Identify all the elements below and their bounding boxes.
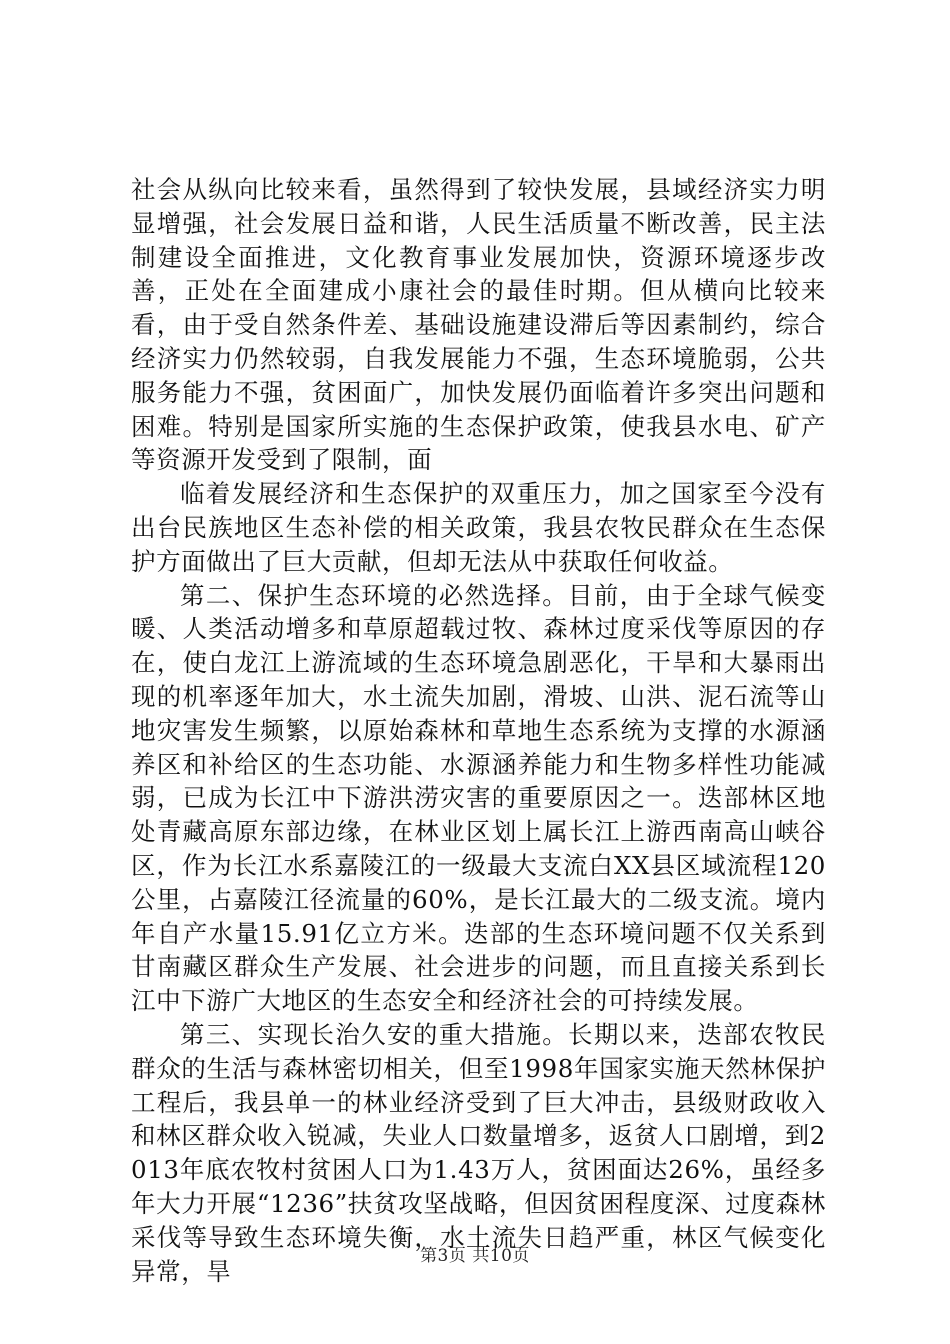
document-body	[131, 173, 826, 1288]
paragraph: 第三、实现长治久安的重大措施。长期以来，迭部农牧民群众的生活与森林密切相关，但至1998年国家实施天然林保护工程后，我县单一的林业经济受到了巨大冲击，县级财政收入和林区群众收入锐减，失业人口数量增多，返贫人口剧增，到2013年底农牧村贫困人口为1.43万人，贫困面达26%，虽经多年大力开展“1236”扶贫攻坚战略，但因贫困程度深、过度森林采伐等导致生态环境失衡，水土流失日趋严重，林区气候变化异常，旱	[131, 1019, 826, 1286]
paragraph: 第二、保护生态环境的必然选择。目前，由于全球气候变暖、人类活动增多和草原超载过牧、森林过度采伐等原因的存在，使白龙江上游流域的生态环境急剧恶化，干旱和大暴雨出现的机率逐年加大，水土流失加剧，滑坡、山洪、泥石流等山地灾害发生频繁，以原始森林和草地生态系统为支撑的水源涵养区和补给区的生态功能、水源涵养能力和生物多样性功能减弱，已成为长江中下游洪涝灾害的重要原因之一。迭部林区地处青藏高原东部边缘，在林业区划上属长江上游西南高山峡谷区，作为长江水系嘉陵江的一级最大支流白XX县区域流程120公里，占嘉陵江径流量的60%，是长江最大的二级支流。境内年自产水量15.91亿立方米。迭部的生态环境问题不仅关系到甘南藏区群众生产发展、社会进步的问题，而且直接关系到长江中下游广大地区的生态安全和经济社会的可持续发展。	[131, 580, 826, 1016]
paragraph: 社会从纵向比较来看，虽然得到了较快发展，县域经济实力明显增强，社会发展日益和谐，人民生活质量不断改善，民主法制建设全面推进，文化教育事业发展加快，资源环境逐步改善，正处在全面建成小康社会的最佳时期。但从横向比较来看，由于受自然条件差、基础设施建设滞后等因素制约，综合经济实力仍然较弱，自我发展能力不强，生态环境脆弱，公共服务能力不强，贫困面广，加快发展仍面临着许多突出问题和困难。特别是国家所实施的生态保护政策，使我县水电、矿产等资源开发受到了限制，面	[131, 175, 826, 475]
page-number-footer: 第3页 共10页	[420, 1246, 530, 1266]
paragraph: 临着发展经济和生态保护的双重压力，加之国家至今没有出台民族地区生态补偿的相关政策，我县农牧民群众在生态保护方面做出了巨大贡献，但却无法从中获取任何收益。	[131, 479, 826, 576]
